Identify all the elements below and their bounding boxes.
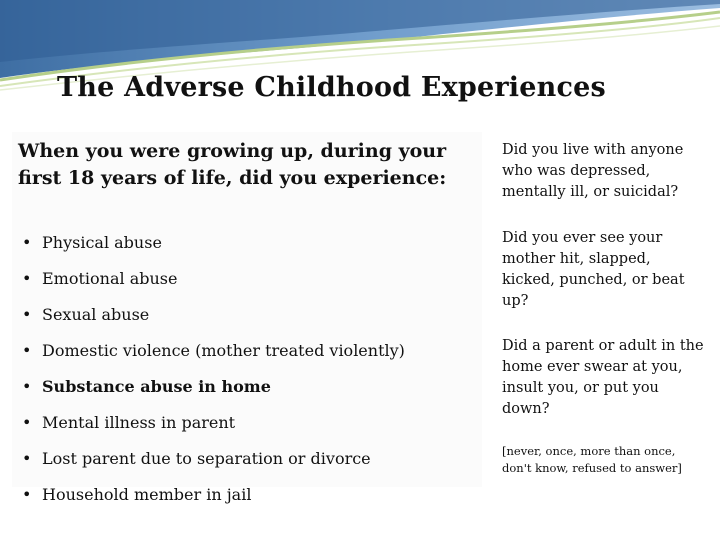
list-item: • Lost parent due to separation or divorce [22, 445, 405, 481]
page-title: The Adverse Childhood Experiences [57, 72, 606, 103]
list-item: • Physical abuse [22, 229, 405, 265]
bullet-icon: • [22, 377, 32, 396]
list-item: • Emotional abuse [22, 265, 405, 301]
answer-options: [never, once, more than once, don't know, refused to answer] [502, 444, 682, 475]
experience-list [22, 229, 405, 517]
bullet-icon: • [22, 233, 32, 252]
survey-question-mother-hit: Did you ever see your mother hit, slapped, kicked, punched, or beat up? [502, 230, 685, 309]
main-question: When you were growing up, during your first 18 years of life, did you experience: [18, 140, 447, 189]
bullet-icon: • [22, 413, 32, 432]
bullet-icon: • [22, 449, 32, 468]
list-item: • Substance abuse in home [22, 373, 405, 409]
list-item: • Sexual abuse [22, 301, 405, 337]
list-item: • Mental illness in parent [22, 409, 405, 445]
bullet-icon: • [22, 305, 32, 324]
bullet-icon: • [22, 485, 32, 504]
bullet-icon: • [22, 269, 32, 288]
list-item: • Domestic violence (mother treated violently) [22, 337, 405, 373]
survey-question-insult: Did a parent or adult in the home ever swear at you, insult you, or put you down? [502, 338, 704, 417]
survey-question-depression: Did you live with anyone who was depressed, mentally ill, or suicidal? [502, 142, 684, 200]
list-item: • Household member in jail [22, 481, 405, 517]
bullet-icon: • [22, 341, 32, 360]
